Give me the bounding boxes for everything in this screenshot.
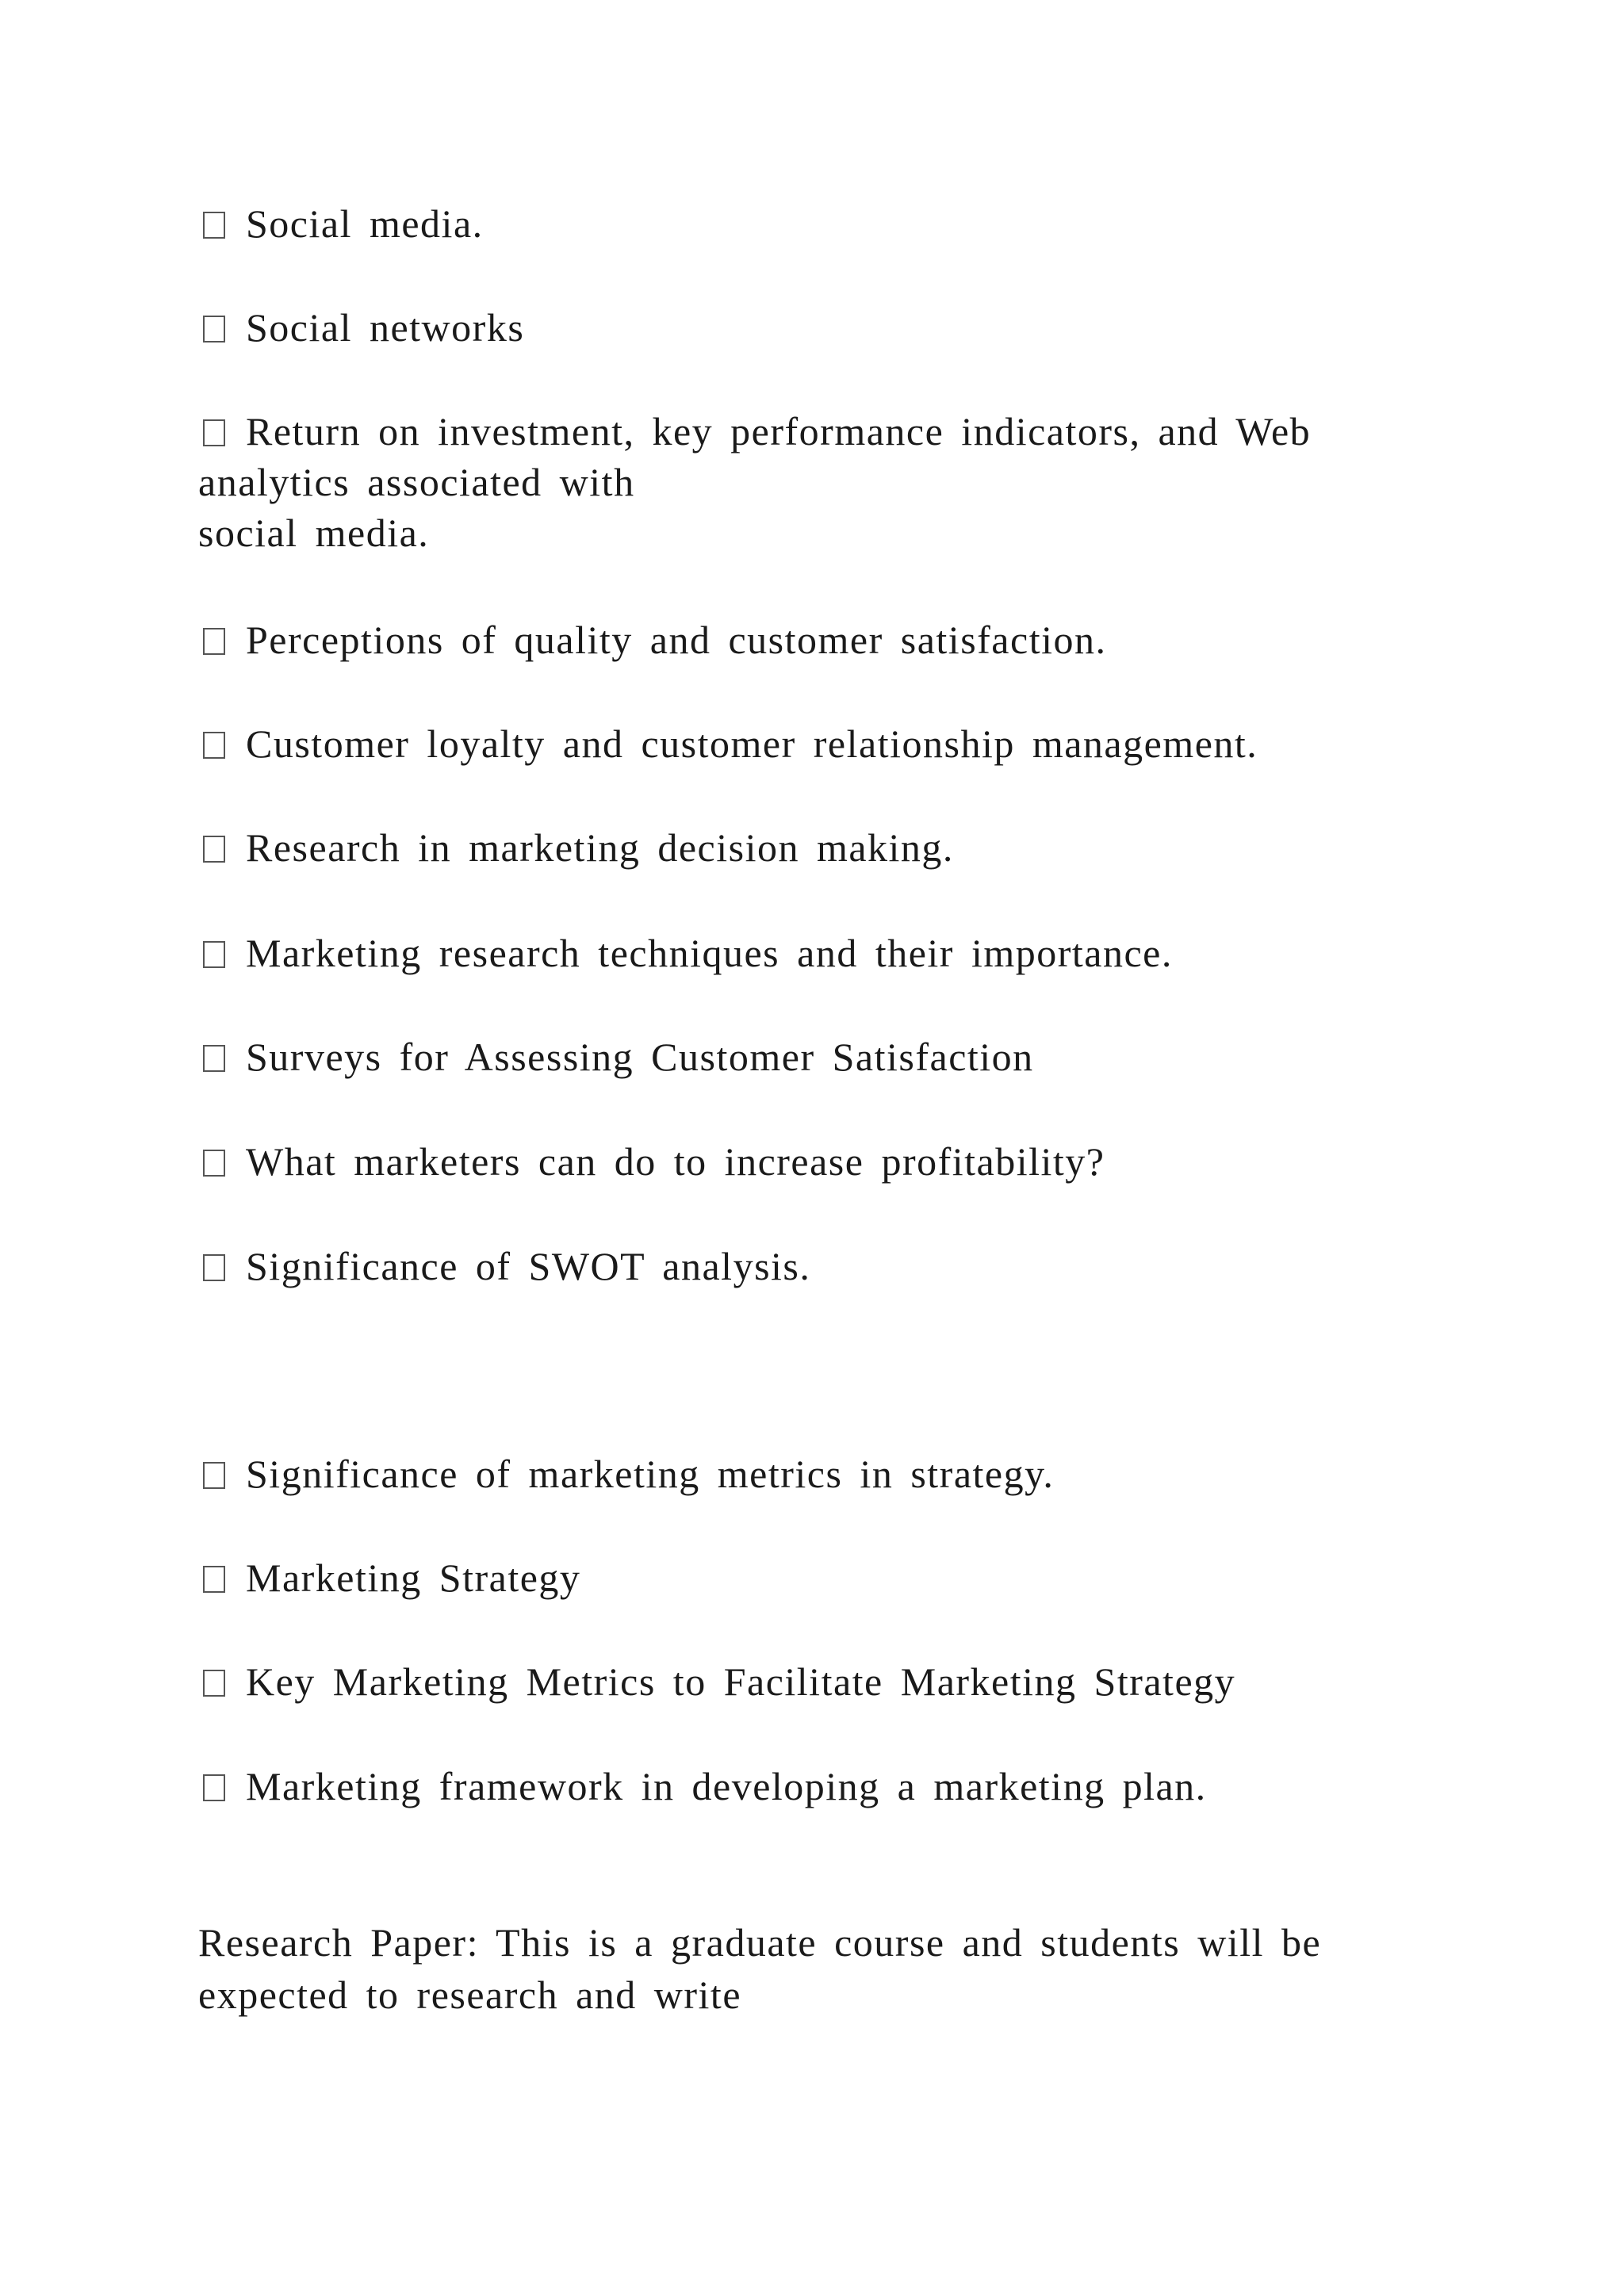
bullet-box-icon — [203, 1462, 225, 1489]
list-item-text: Surveys for Assessing Customer Satisfaction — [246, 1035, 1034, 1079]
list-item-text: Marketing Strategy — [246, 1556, 581, 1600]
list-item — [198, 302, 1435, 353]
list-item-text: Social media. — [246, 201, 484, 246]
list-item — [198, 1656, 1435, 1707]
list-item — [198, 1552, 1435, 1603]
bullet-box-icon — [203, 1774, 225, 1801]
list-item-text: Marketing framework in developing a marketing plan. — [246, 1764, 1207, 1808]
list-item-text: Perceptions of quality and customer satisfaction. — [246, 618, 1107, 662]
list-item — [198, 928, 1435, 978]
list-item — [198, 614, 1435, 665]
list-item-text: Significance of marketing metrics in strategy. — [246, 1452, 1055, 1496]
bullet-box-icon — [203, 316, 225, 342]
list-item-text: Marketing research techniques and their importance. — [246, 931, 1173, 975]
bullet-box-icon — [203, 628, 225, 655]
list-item — [198, 406, 1435, 558]
bullet-box-icon — [203, 1566, 225, 1593]
bullet-box-icon — [203, 419, 225, 446]
list-item-text: What marketers can do to increase profitability? — [246, 1139, 1105, 1184]
bullet-box-icon — [203, 212, 225, 239]
bullet-box-icon — [203, 1150, 225, 1177]
list-item-text: Significance of SWOT analysis. — [246, 1244, 811, 1288]
research-paper-paragraph — [198, 1916, 1435, 2021]
list-item-text-line: social media. — [198, 511, 430, 555]
bullet-box-icon — [203, 941, 225, 968]
paragraph-line: Research Paper: This is a graduate course and students will be — [198, 1920, 1322, 1965]
paragraph-line: expected to research and write — [198, 1973, 742, 2017]
list-item — [198, 822, 1435, 873]
bullet-box-icon — [203, 836, 225, 863]
list-item-text-line: analytics associated with — [198, 460, 635, 504]
bullet-box-icon — [203, 1045, 225, 1072]
bullet-box-icon — [203, 1254, 225, 1281]
list-item — [198, 1136, 1435, 1187]
list-item-text: Key Marketing Metrics to Facilitate Marketing Strategy — [246, 1659, 1236, 1704]
list-item-text: Customer loyalty and customer relationship management. — [246, 721, 1258, 766]
list-item-text-line: Return on investment, key performance indicators, and Web — [246, 409, 1312, 453]
list-item-text: Research in marketing decision making. — [246, 825, 954, 870]
bullet-box-icon — [203, 732, 225, 759]
list-item-text: Social networks — [246, 305, 525, 350]
list-item — [198, 718, 1435, 769]
list-item — [198, 1241, 1435, 1292]
list-item — [198, 1448, 1435, 1499]
bullet-box-icon — [203, 1670, 225, 1697]
list-item — [198, 1761, 1435, 1812]
list-item — [198, 1031, 1435, 1082]
list-item — [198, 198, 1435, 249]
